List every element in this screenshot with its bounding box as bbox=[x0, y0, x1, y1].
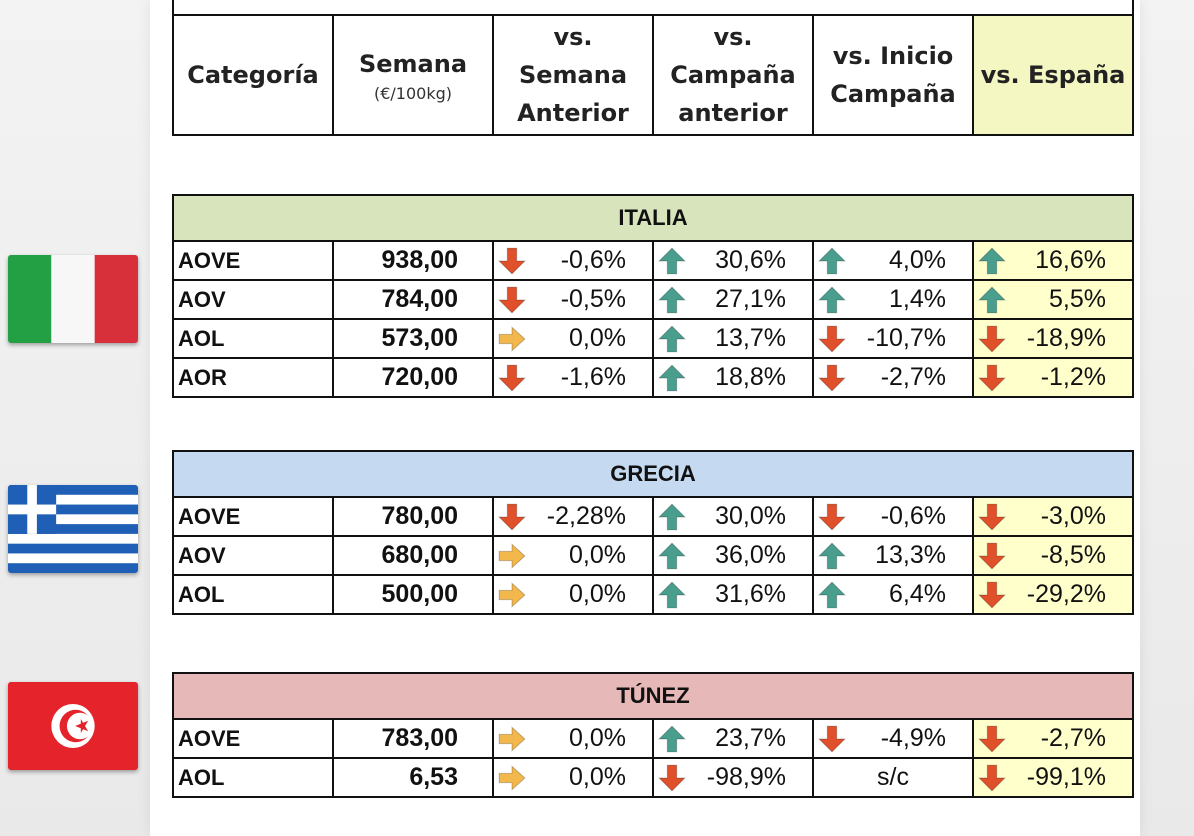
category-cell: AOVE bbox=[173, 241, 333, 280]
table-row bbox=[173, 536, 1133, 575]
vs-espana-cell bbox=[973, 758, 1133, 797]
arrow-up-icon bbox=[658, 542, 686, 570]
header-categoria: Categoría bbox=[173, 15, 333, 135]
percent-value: -2,7% bbox=[1040, 724, 1106, 752]
vs-campana-anterior-cell bbox=[653, 536, 813, 575]
percent-value: s/c bbox=[877, 763, 909, 791]
arrow-up-icon bbox=[818, 286, 846, 314]
arrow-right-icon bbox=[498, 725, 526, 753]
table-row bbox=[173, 497, 1133, 536]
vs-campana-anterior-cell bbox=[653, 280, 813, 319]
table-row bbox=[173, 575, 1133, 614]
vs-espana-cell bbox=[973, 280, 1133, 319]
vs-semana-anterior-cell bbox=[493, 719, 653, 758]
italy-flag-icon bbox=[8, 255, 138, 343]
category-cell: AOL bbox=[173, 758, 333, 797]
vs-inicio-campana-cell bbox=[813, 719, 973, 758]
percent-value: 23,7% bbox=[715, 724, 786, 752]
arrow-up-icon bbox=[818, 247, 846, 275]
percent-value: 16,6% bbox=[1035, 246, 1106, 274]
vs-campana-anterior-cell bbox=[653, 758, 813, 797]
vs-inicio-campana-cell bbox=[813, 758, 973, 797]
vs-campana-anterior-cell bbox=[653, 358, 813, 397]
arrow-right-icon bbox=[498, 581, 526, 609]
percent-value: -1,6% bbox=[560, 363, 626, 391]
category-cell: AOV bbox=[173, 280, 333, 319]
country-title: GRECIA bbox=[173, 451, 1133, 497]
italy-table bbox=[172, 194, 1134, 398]
vs-inicio-campana-cell bbox=[813, 497, 973, 536]
country-title-row bbox=[173, 673, 1133, 719]
vs-espana-cell bbox=[973, 358, 1133, 397]
header-vs-inicio-campana: vs. Inicio Campaña bbox=[813, 15, 973, 135]
percent-value: 30,6% bbox=[715, 246, 786, 274]
percent-value: 0,0% bbox=[569, 324, 626, 352]
arrow-up-icon bbox=[818, 581, 846, 609]
arrow-up-icon bbox=[818, 542, 846, 570]
percent-value: 0,0% bbox=[569, 763, 626, 791]
percent-value: 13,3% bbox=[875, 541, 946, 569]
header-vs-campana-anterior: vs. Campaña anterior bbox=[653, 15, 813, 135]
percent-value: -4,9% bbox=[880, 724, 946, 752]
price-cell: 720,00 bbox=[333, 358, 493, 397]
header-vs-espana: vs. España bbox=[973, 15, 1133, 135]
percent-value: -10,7% bbox=[866, 324, 946, 352]
arrow-up-icon bbox=[658, 325, 686, 353]
header-vs-semana-anterior: vs. Semana Anterior bbox=[493, 15, 653, 135]
arrow-down-icon bbox=[818, 364, 846, 392]
percent-value: 0,0% bbox=[569, 541, 626, 569]
price-cell: 6,53 bbox=[333, 758, 493, 797]
vs-campana-anterior-cell bbox=[653, 497, 813, 536]
percent-value: -0,6% bbox=[880, 502, 946, 530]
arrow-down-icon bbox=[498, 247, 526, 275]
arrow-down-icon bbox=[818, 503, 846, 531]
table-row bbox=[173, 241, 1133, 280]
percent-value: -1,2% bbox=[1040, 363, 1106, 391]
arrow-down-icon bbox=[498, 286, 526, 314]
vs-espana-cell bbox=[973, 536, 1133, 575]
vs-semana-anterior-cell bbox=[493, 497, 653, 536]
vs-campana-anterior-cell bbox=[653, 719, 813, 758]
price-cell: 784,00 bbox=[333, 280, 493, 319]
vs-campana-anterior-cell bbox=[653, 319, 813, 358]
percent-value: -8,5% bbox=[1040, 541, 1106, 569]
price-cell: 573,00 bbox=[333, 319, 493, 358]
percent-value: 1,4% bbox=[889, 285, 946, 313]
percent-value: 27,1% bbox=[715, 285, 786, 313]
vs-inicio-campana-cell bbox=[813, 241, 973, 280]
price-cell: 783,00 bbox=[333, 719, 493, 758]
arrow-down-icon bbox=[978, 364, 1006, 392]
price-cell: 680,00 bbox=[333, 536, 493, 575]
arrow-up-icon bbox=[978, 247, 1006, 275]
arrow-down-icon bbox=[978, 542, 1006, 570]
vs-espana-cell bbox=[973, 241, 1133, 280]
greece-flag-icon bbox=[8, 485, 138, 573]
vs-espana-cell bbox=[973, 497, 1133, 536]
percent-value: -0,5% bbox=[560, 285, 626, 313]
vs-inicio-campana-cell bbox=[813, 319, 973, 358]
header-semana-unit: (€/100kg) bbox=[373, 84, 452, 103]
percent-value: -0,6% bbox=[560, 246, 626, 274]
table-row bbox=[173, 280, 1133, 319]
vs-campana-anterior-cell bbox=[653, 575, 813, 614]
header-table bbox=[172, 0, 1134, 136]
percent-value: 31,6% bbox=[715, 580, 786, 608]
percent-value: -2,7% bbox=[880, 363, 946, 391]
arrow-down-icon bbox=[658, 764, 686, 792]
arrow-down-icon bbox=[978, 503, 1006, 531]
category-cell: AOVE bbox=[173, 497, 333, 536]
vs-semana-anterior-cell bbox=[493, 358, 653, 397]
percent-value: -18,9% bbox=[1026, 324, 1106, 352]
percent-value: -2,28% bbox=[546, 502, 626, 530]
arrow-right-icon bbox=[498, 764, 526, 792]
vs-espana-cell bbox=[973, 719, 1133, 758]
percent-value: 18,8% bbox=[715, 363, 786, 391]
vs-semana-anterior-cell bbox=[493, 241, 653, 280]
arrow-down-icon bbox=[498, 364, 526, 392]
arrow-up-icon bbox=[658, 503, 686, 531]
arrow-down-icon bbox=[978, 581, 1006, 609]
arrow-up-icon bbox=[978, 286, 1006, 314]
arrow-up-icon bbox=[658, 725, 686, 753]
arrow-up-icon bbox=[658, 364, 686, 392]
price-cell: 500,00 bbox=[333, 575, 493, 614]
greece-table bbox=[172, 450, 1134, 615]
header-top-strip bbox=[173, 0, 1133, 15]
arrow-up-icon bbox=[658, 286, 686, 314]
percent-value: 13,7% bbox=[715, 324, 786, 352]
category-cell: AOVE bbox=[173, 719, 333, 758]
vs-inicio-campana-cell bbox=[813, 280, 973, 319]
percent-value: -99,1% bbox=[1026, 763, 1106, 791]
vs-semana-anterior-cell bbox=[493, 575, 653, 614]
category-cell: AOR bbox=[173, 358, 333, 397]
price-cell: 780,00 bbox=[333, 497, 493, 536]
arrow-down-icon bbox=[978, 725, 1006, 753]
category-cell: AOL bbox=[173, 575, 333, 614]
arrow-right-icon bbox=[498, 542, 526, 570]
vs-inicio-campana-cell bbox=[813, 575, 973, 614]
vs-inicio-campana-cell bbox=[813, 358, 973, 397]
percent-value: 4,0% bbox=[889, 246, 946, 274]
header-row bbox=[173, 15, 1133, 135]
percent-value: 0,0% bbox=[569, 580, 626, 608]
country-title-row bbox=[173, 195, 1133, 241]
header-semana: Semana (€/100kg) bbox=[333, 15, 493, 135]
percent-value: 36,0% bbox=[715, 541, 786, 569]
percent-value: 30,0% bbox=[715, 502, 786, 530]
vs-campana-anterior-cell bbox=[653, 241, 813, 280]
arrow-right-icon bbox=[498, 325, 526, 353]
percent-value: 6,4% bbox=[889, 580, 946, 608]
vs-espana-cell bbox=[973, 319, 1133, 358]
arrow-down-icon bbox=[978, 764, 1006, 792]
vs-semana-anterior-cell bbox=[493, 319, 653, 358]
arrow-down-icon bbox=[498, 503, 526, 531]
vs-semana-anterior-cell bbox=[493, 536, 653, 575]
vs-espana-cell bbox=[973, 575, 1133, 614]
table-row bbox=[173, 719, 1133, 758]
arrow-down-icon bbox=[818, 325, 846, 353]
vs-semana-anterior-cell bbox=[493, 280, 653, 319]
vs-semana-anterior-cell bbox=[493, 758, 653, 797]
table-row bbox=[173, 758, 1133, 797]
arrow-up-icon bbox=[658, 581, 686, 609]
tunisia-flag-icon bbox=[8, 682, 138, 770]
percent-value: -3,0% bbox=[1040, 502, 1106, 530]
percent-value: -98,9% bbox=[706, 763, 786, 791]
country-title: TÚNEZ bbox=[173, 673, 1133, 719]
country-title-row bbox=[173, 451, 1133, 497]
arrow-down-icon bbox=[818, 725, 846, 753]
arrow-up-icon bbox=[658, 247, 686, 275]
percent-value: -29,2% bbox=[1026, 580, 1106, 608]
vs-inicio-campana-cell bbox=[813, 536, 973, 575]
price-cell: 938,00 bbox=[333, 241, 493, 280]
table-row bbox=[173, 358, 1133, 397]
table-row bbox=[173, 319, 1133, 358]
country-title: ITALIA bbox=[173, 195, 1133, 241]
category-cell: AOL bbox=[173, 319, 333, 358]
category-cell: AOV bbox=[173, 536, 333, 575]
percent-value: 5,5% bbox=[1049, 285, 1106, 313]
percent-value: 0,0% bbox=[569, 724, 626, 752]
tunisia-table bbox=[172, 672, 1134, 798]
arrow-down-icon bbox=[978, 325, 1006, 353]
